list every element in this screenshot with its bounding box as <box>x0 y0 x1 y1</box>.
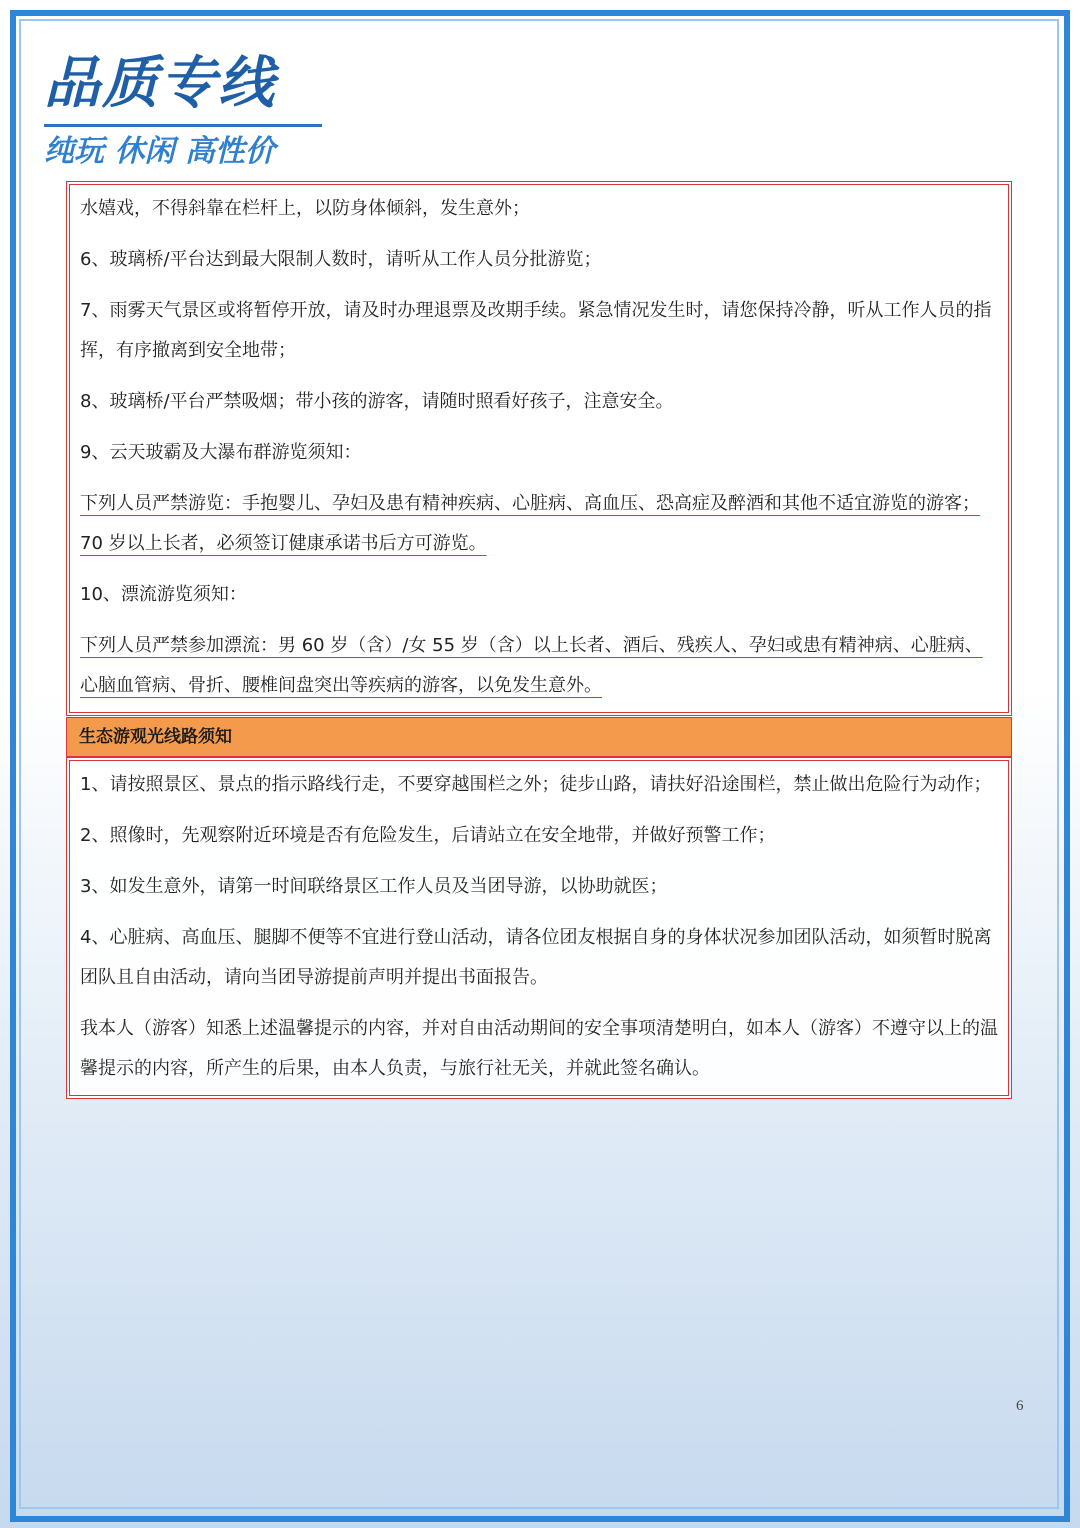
notice-line: 水嬉戏，不得斜靠在栏杆上，以防身体倾斜，发生意外； <box>80 198 530 219</box>
brand-header <box>44 50 344 180</box>
notice-box-bottom <box>66 757 1012 1099</box>
notice-line: 3、如发生意外，请第一时间联络景区工作人员及当团导游，以协助就医； <box>80 876 668 897</box>
notice-line: 6、玻璃桥/平台达到最大限制人数时，请听从工作人员分批游览； <box>80 249 602 270</box>
notice-line: 1、请按照景区、景点的指示路线行走，不要穿越围栏之外；徒步山路，请扶好沿途围栏，禁止做出危险行为动作； <box>80 774 992 795</box>
brand-subtitle: 纯玩 休闲 高性价 <box>44 134 275 169</box>
brand-title: 品质专线 <box>44 51 276 116</box>
notice-line: 8、玻璃桥/平台严禁吸烟；带小孩的游客，请随时照看好孩子，注意安全。 <box>80 391 674 412</box>
notice-line: 2、照像时，先观察附近环境是否有危险发生，后请站立在安全地带，并做好预警工作； <box>80 825 776 846</box>
notice-line: 7、雨雾天气景区或将暂停开放，请及时办理退票及改期手续。紧急情况发生时，请您保持冷静，听从工作人员的指挥，有序撤离到安全地带； <box>80 300 992 361</box>
notice-line: 9、云天玻霸及大瀑布群游览须知： <box>80 442 362 463</box>
notice-content <box>66 181 1012 1099</box>
notice-box-top <box>66 181 1012 716</box>
notice-line-underlined: 下列人员严禁游览：手抱婴儿、孕妇及患有精神疾病、心脏病、高血压、恐高症及醉酒和其他不适宜游览的游客；70 岁以上长者，必须签订健康承诺书后方可游览。 <box>80 493 980 554</box>
notice-line-underlined: 下列人员严禁参加漂流：男 60 岁（含）/女 55 岁（含）以上长者、酒后、残疾人、孕妇或患有精神病、心脏病、心脑血管病、骨折、腰椎间盘突出等疾病的游客，以免发生意外。 <box>80 635 983 696</box>
notice-line: 10、漂流游览须知： <box>80 584 247 605</box>
declaration-text: 我本人（游客）知悉上述温馨提示的内容，并对自由活动期间的安全事项清楚明白，如本人（游客）不遵守以上的温馨提示的内容，所产生的后果，由本人负责，与旅行社无关，并就此签名确认。 <box>80 1018 998 1079</box>
page-number: 6 <box>1016 1398 1024 1414</box>
section-heading-bar <box>66 717 1012 757</box>
notice-line: 4、心脏病、高血压、腿脚不便等不宜进行登山活动，请各位团友根据自身的身体状况参加团队活动，如须暂时脱离团队且自由活动，请向当团导游提前声明并提出书面报告。 <box>80 927 992 988</box>
brand-divider <box>44 124 322 127</box>
section-heading: 生态游观光线路须知 <box>79 727 232 747</box>
